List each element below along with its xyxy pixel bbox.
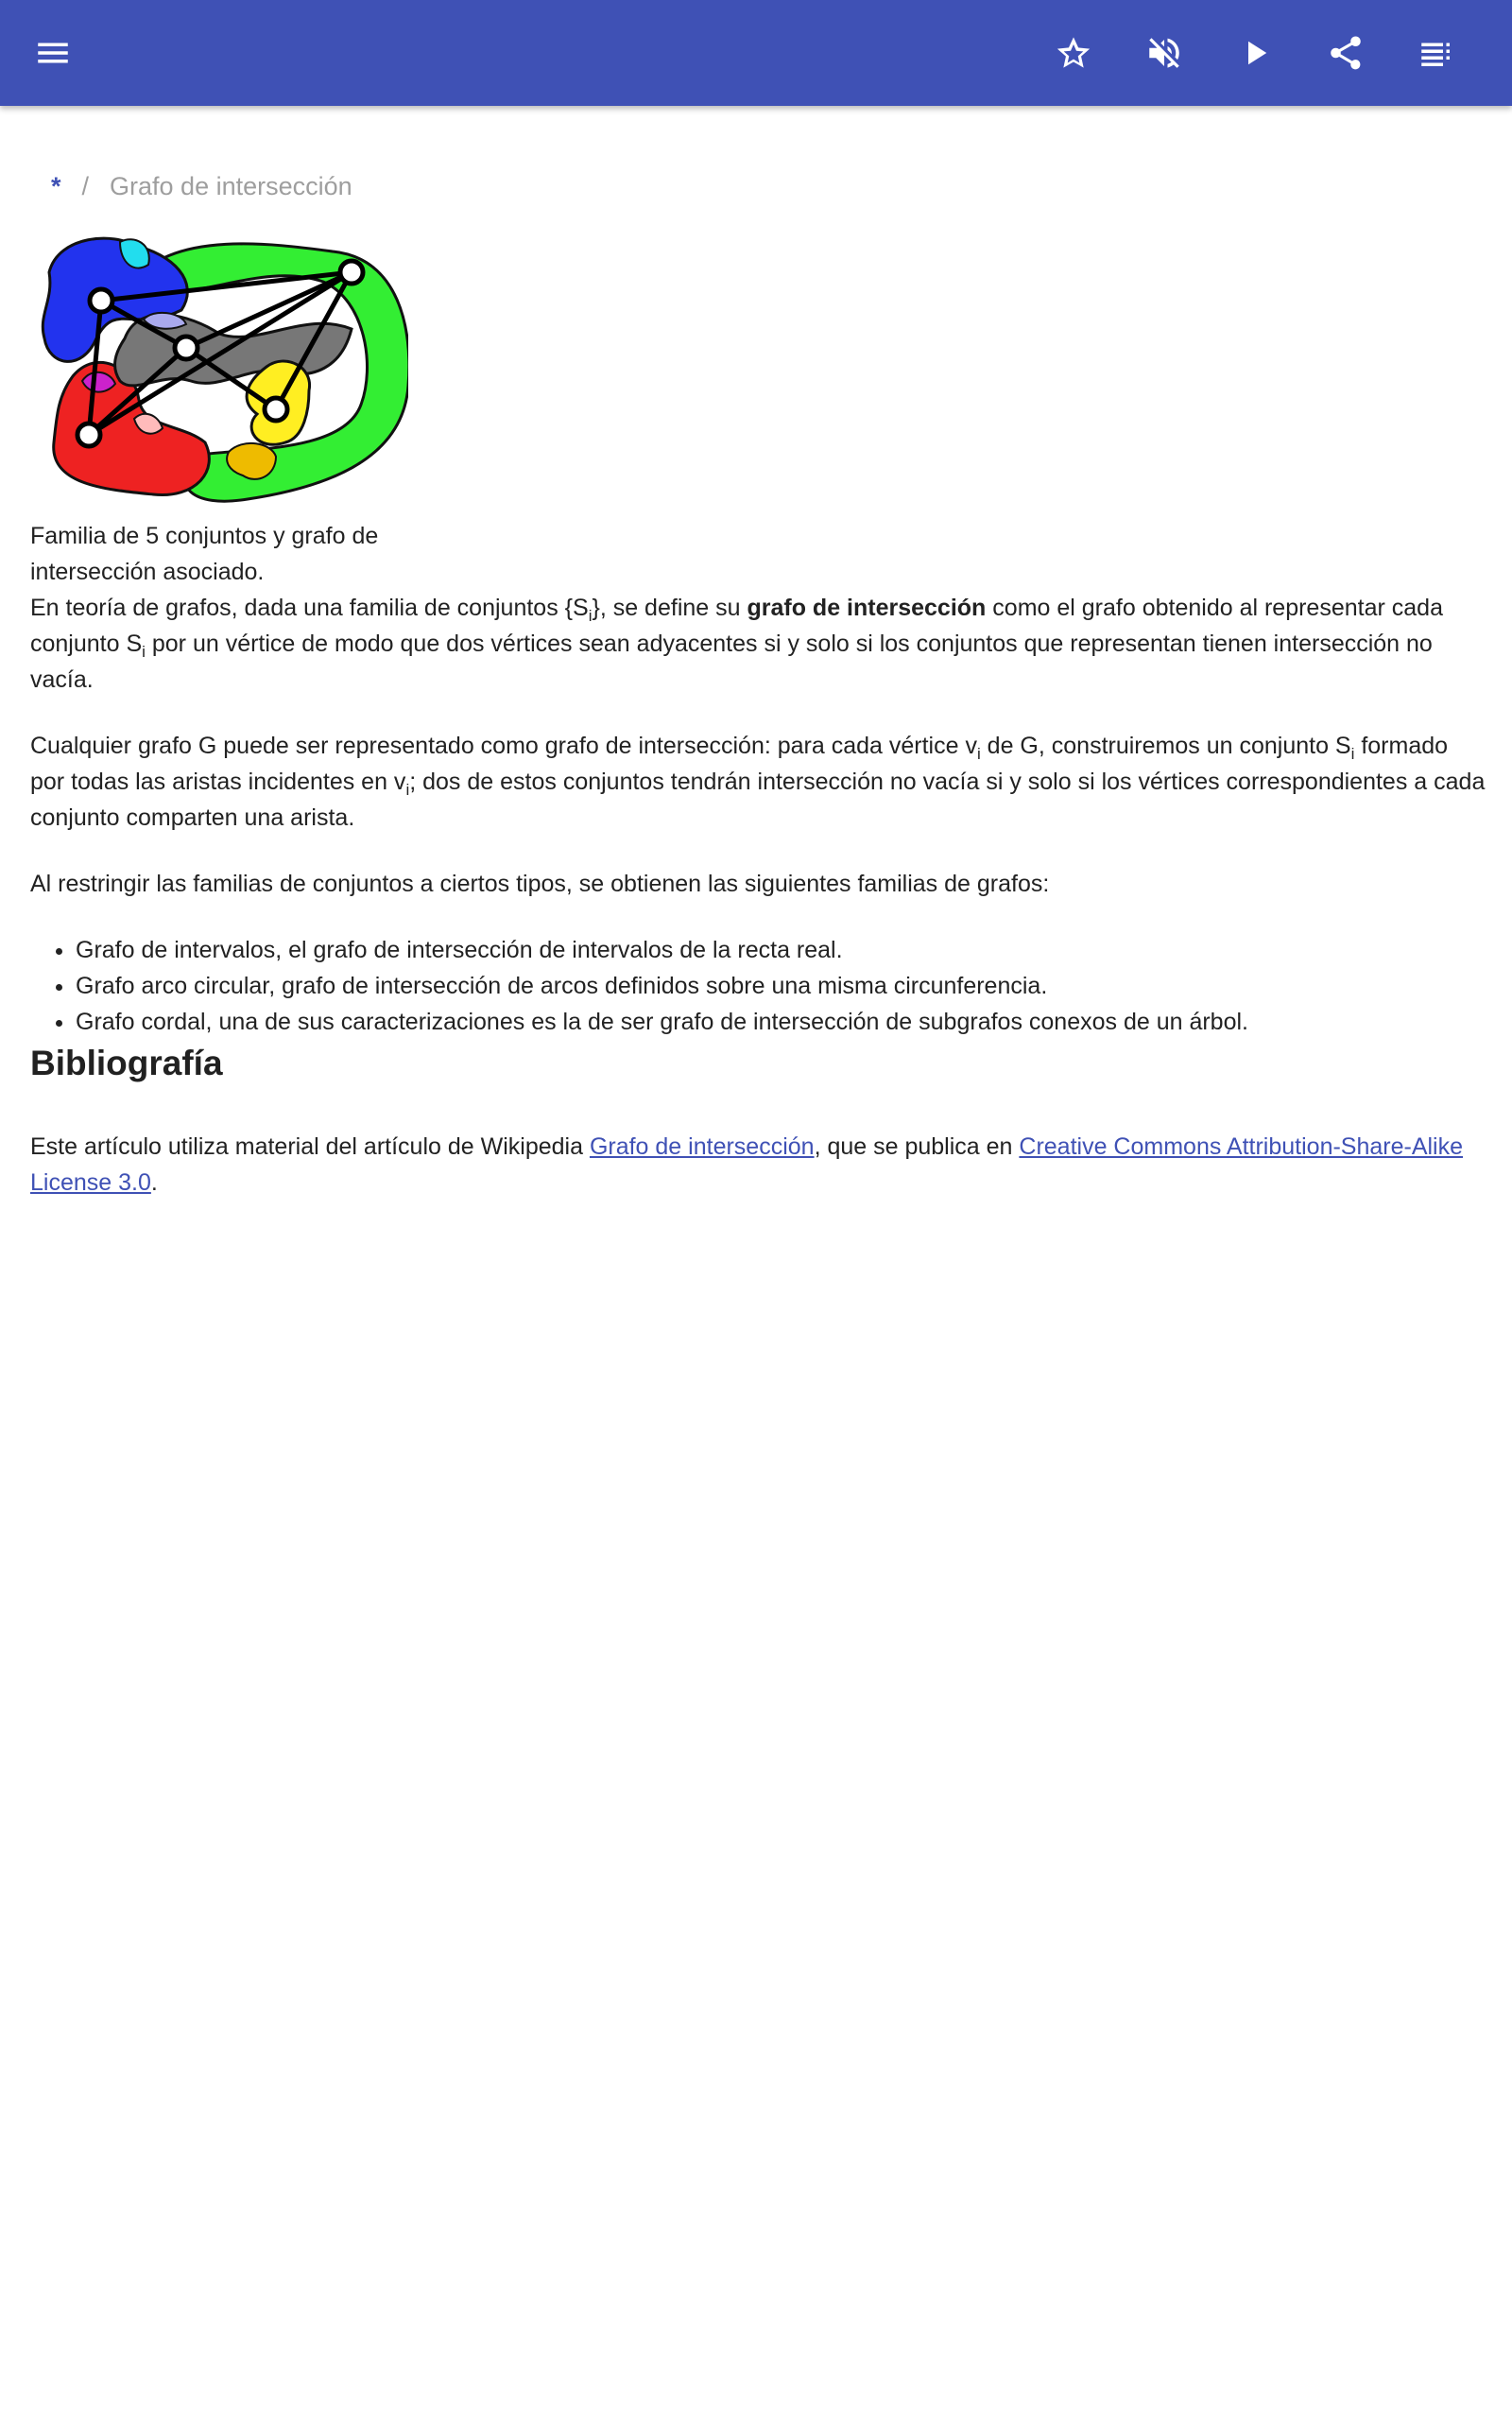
breadcrumb-home-link[interactable]: * [51, 172, 61, 200]
graph-families-list [30, 932, 1486, 1040]
text-run: , que se publica en [814, 1133, 1020, 1160]
text-run: como el grafo obtenido al representar cada conjunto S [30, 595, 1443, 657]
play-button[interactable] [1225, 23, 1285, 83]
share-button[interactable] [1315, 23, 1376, 83]
figure-caption: Familia de 5 conjuntos y grafo de intersección asociado. [30, 523, 379, 585]
breadcrumb [30, 168, 1486, 206]
playlist-icon [1417, 33, 1456, 73]
section-title-bibliografia: Bibliografía [30, 1044, 223, 1082]
mute-button[interactable] [1134, 23, 1194, 83]
text-run: ; dos de estos conjuntos tendrán intersección no vacía si y solo si los vértices correspondientes a cada conjunto comparten una arista. [30, 769, 1486, 831]
menu-button[interactable] [23, 23, 83, 83]
figure [30, 225, 427, 590]
subscript-i: i [405, 781, 410, 799]
list-item: • Grafo cordal, una de sus caracterizaciones es la de ser grafo de intersección de subgrafos conexos de un árbol. [76, 1004, 1486, 1040]
paragraph-definition [30, 590, 1486, 698]
paragraph-families: Al restringir las familias de conjuntos a ciertos tipos, se obtienen las siguientes familias de grafos: [30, 871, 1050, 897]
volume-off-icon [1144, 33, 1184, 73]
text-run: Cualquier grafo G puede ser representado como grafo de intersección: para cada vértice v [30, 733, 977, 759]
license-link[interactable]: Creative Commons Attribution-Share-Alike License 3.0 [30, 1133, 1464, 1196]
text-run: formado por todas las aristas incidentes en v [30, 733, 1449, 795]
text-run: En teoría de grafos, dada una familia de conjuntos {S [30, 595, 589, 621]
subscript-i: i [588, 607, 593, 625]
paragraph-attribution [30, 1129, 1486, 1201]
breadcrumb-separator: / [81, 172, 90, 200]
paragraph-representation [30, 728, 1486, 836]
text-run: Este artículo utiliza material del artículo de Wikipedia [30, 1133, 590, 1160]
text-run: . [150, 1169, 158, 1196]
wikipedia-article-link[interactable]: Grafo de intersección [589, 1133, 815, 1160]
table-of-contents-button[interactable] [1406, 23, 1467, 83]
article-content [30, 106, 1486, 1231]
play-icon [1235, 33, 1275, 73]
subscript-i: i [142, 643, 146, 661]
subscript-i: i [1350, 745, 1355, 763]
favorite-button[interactable] [1043, 23, 1104, 83]
text-run: por un vértice de modo que dos vértices sean adyacentes si y solo si los conjuntos que representan tienen intersección no vacía. [30, 631, 1433, 693]
list-item: • Grafo de intervalos, el grafo de intersección de intervalos de la recta real. [76, 932, 1486, 968]
share-icon [1326, 33, 1366, 73]
menu-icon [33, 33, 73, 73]
intersection-graph-image[interactable] [30, 225, 408, 509]
text-run: de G, construiremos un conjunto S [980, 733, 1351, 759]
breadcrumb-current: Grafo de intersección [110, 172, 352, 200]
text-run: }, se define su [592, 595, 747, 621]
app-bar [0, 0, 1512, 106]
list-item: • Grafo arco circular, grafo de intersección de arcos definidos sobre una misma circunferencia. [76, 968, 1486, 1004]
bold-term: grafo de intersección [747, 595, 987, 621]
subscript-i: i [976, 745, 981, 763]
star-outline-icon [1054, 33, 1093, 73]
